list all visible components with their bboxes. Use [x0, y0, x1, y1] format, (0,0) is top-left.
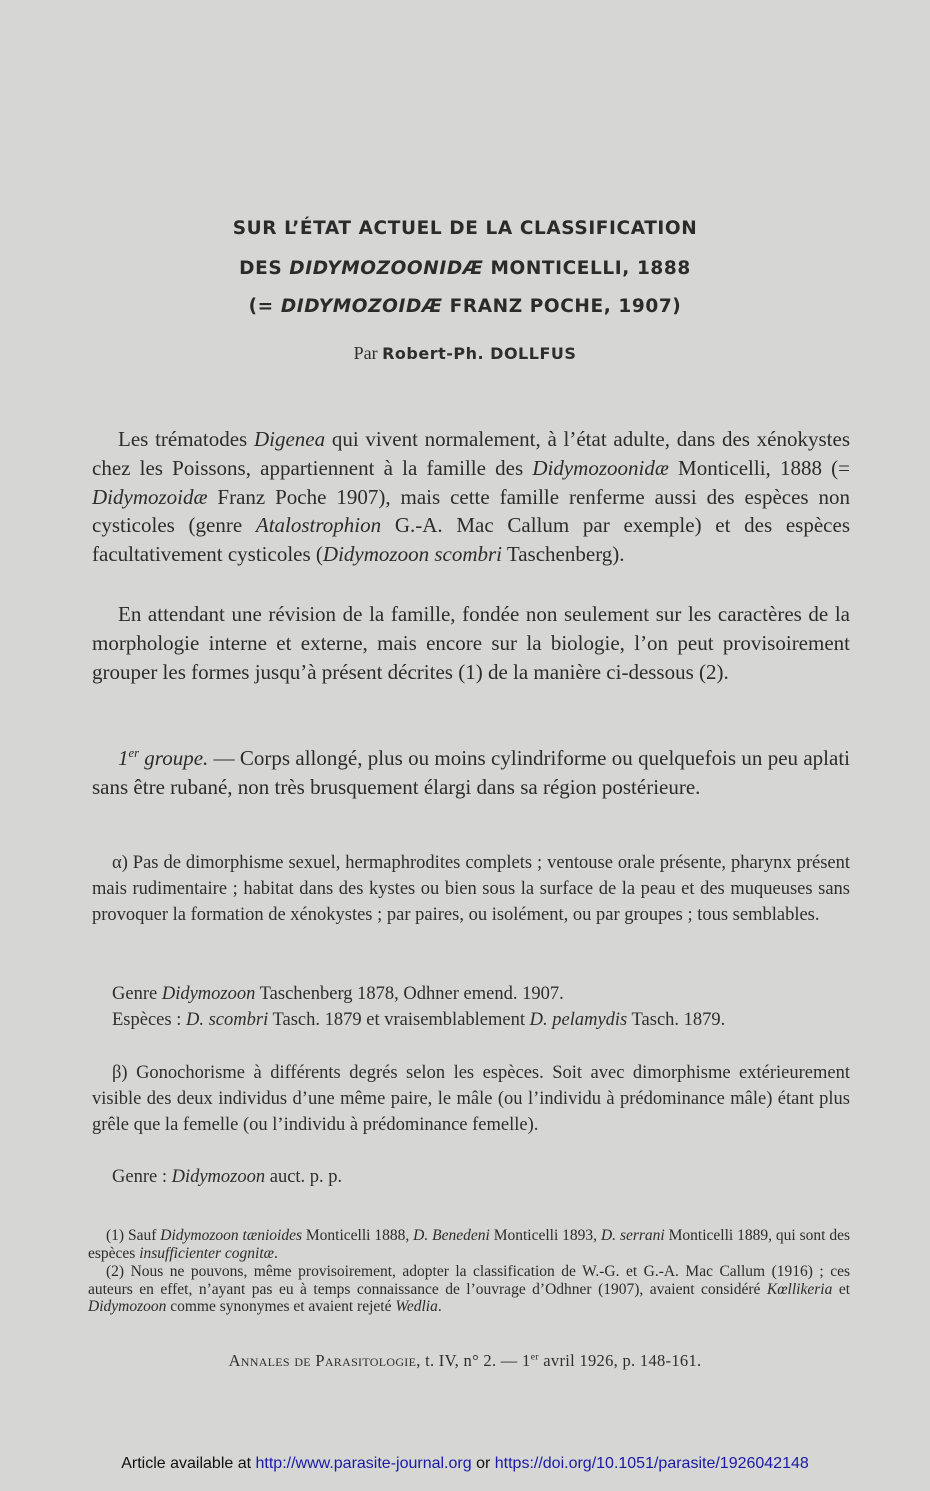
text-run: Tasch. 1879. [627, 1010, 726, 1030]
taxon-name: Didymozoonidæ [532, 455, 669, 480]
text-run: et [832, 1280, 851, 1298]
genre-auct-line [92, 1165, 850, 1191]
taxon-name: D. scombri [185, 1010, 269, 1030]
taxon-name: Didymozoidæ [92, 484, 208, 509]
taxon-name: D. Benedeni [413, 1227, 490, 1244]
author-name: Robert-Ph. DOLLFUS [382, 344, 577, 363]
intro-paragraph [92, 425, 850, 569]
title-text: (= [248, 296, 281, 317]
text-run: En attendant une révision de la famille, fondée non seulement sur les caractères de la morphologie interne et externe, mais encore sur la biologie, l’on peut provisoirement grouper les formes jusqu’à présent décrites (1) de la manière ci-dessous (2). [92, 602, 850, 684]
journal-link[interactable]: http://www.parasite-journal.org [255, 1455, 472, 1472]
text-run: Genre [112, 984, 162, 1004]
author-line [0, 343, 930, 364]
title-text: MONTICELLI, 1888 [483, 258, 691, 279]
text-run: avril 1926, p. 148-161. [538, 1351, 702, 1370]
footnote-1 [88, 1227, 850, 1262]
genre-didymozoon-line [92, 982, 850, 1008]
author-prefix: Par [353, 343, 383, 363]
title-text: DES [239, 258, 290, 279]
text-run: Genre : [112, 1167, 172, 1187]
intro-paragraph-2 [92, 600, 850, 686]
footnote-2 [88, 1263, 850, 1316]
especes-paragraph [92, 1008, 850, 1034]
text-run: . [437, 1298, 442, 1316]
text-run: Monticelli 1889, qui sont des espèces [88, 1227, 851, 1262]
title-text: FRANZ POCHE, 1907) [442, 296, 682, 317]
beta-paragraph [92, 1061, 850, 1139]
text-run: Taschenberg). [502, 542, 625, 567]
group-number-sup: er [128, 746, 139, 760]
title-text: SUR L’ÉTAT ACTUEL DE LA CLASSIFICATION [232, 218, 698, 239]
text-run: , t. IV, n° 2. — 1 [416, 1351, 531, 1370]
journal-name: Annales de Parasitologie [228, 1351, 417, 1370]
journal-citation [0, 1351, 930, 1371]
text-run: (1) Sauf [106, 1227, 161, 1244]
taxon-name: Kœllikeria [766, 1280, 833, 1298]
text-run: Tasch. 1879 et vraisemblablement [268, 1010, 530, 1030]
article-title-line-3 [0, 296, 930, 317]
group-heading [118, 746, 208, 770]
latin-phrase: insufficienter cognitæ [139, 1244, 274, 1262]
taxon-name: Didymozoon tænioides [160, 1227, 302, 1244]
text-run: Monticelli 1888, [301, 1227, 414, 1244]
group-label: groupe. [139, 746, 209, 770]
group-number: 1 [118, 746, 129, 770]
text-run: Taschenberg 1878, Odhner emend. 1907. [255, 984, 564, 1004]
text-run: β) Gonochorisme à différents degrés selon les espèces. Soit avec dimorphisme extérieurement visible des deux individus d’une même paire, le mâle (ou l’individu à prédominance mâle) étant plus grêle que la femelle (ou l’individu à prédominance femelle). [92, 1063, 850, 1135]
text-run: qui vivent normalement, à l’état adulte, dans des xénokystes chez les Poissons, appartiennent à la famille des [92, 427, 851, 480]
taxon-name: Didymozoon [171, 1167, 266, 1187]
taxon-name: Didymozoon scombri [322, 542, 502, 567]
text-run: Monticelli, 1888 (= [668, 455, 850, 480]
article-title-line-1 [0, 218, 930, 239]
superscript: er [530, 1351, 539, 1363]
doi-link[interactable]: https://doi.org/10.1051/parasite/1926042148 [494, 1455, 809, 1472]
taxon-name: D. serrani [600, 1227, 665, 1244]
text-run: Les trématodes [118, 427, 254, 451]
text-run: Monticelli 1893, [489, 1227, 601, 1244]
footer-text: or [471, 1455, 495, 1472]
text-run: G.-A. Mac Callum par exemple) et des espèces facultativement cysticoles ( [92, 513, 850, 567]
taxon-name: D. pelamydis [529, 1010, 628, 1030]
group1-paragraph [92, 739, 850, 802]
article-title-line-2 [0, 258, 930, 279]
text-run: α) Pas de dimorphisme sexuel, hermaphrodites complets ; ventouse orale présente, pharynx présent mais rudimentaire ; habitat dans des kystes ou bien sous la surface de la peau et des muqueuses sans provoquer la formation de xénokystes ; par paires, ou isolément, ou par groupes ; tous semblables. [92, 853, 850, 925]
text-run: Franz Poche 1907), mais cette famille renferme aussi des espèces non cysticoles (genre [92, 484, 850, 538]
text-run: Espèces : [112, 1010, 186, 1030]
text-run: auct. p. p. [265, 1167, 343, 1187]
text-run: . [273, 1244, 278, 1262]
footer-text: Article available at [121, 1455, 256, 1472]
taxon-name: Didymozoon [161, 984, 256, 1004]
taxon-name: Didymozoon [88, 1298, 167, 1316]
taxon-name: Atalostrophion [255, 513, 382, 538]
alpha-paragraph [92, 851, 850, 929]
taxon-name: Digenea [253, 427, 326, 451]
text-run: (2) Nous ne pouvons, même provisoirement, adopter la classification de W.-G. et G.-A. Mac Callum (1916) ; ces auteurs en effet, n’ayant pas eu à temps connaissance de l’ouvrage d’Odhner (1907), avaient considéré [88, 1263, 850, 1298]
title-taxon: DIDYMOZOONIDÆ [289, 258, 484, 279]
taxon-name: Wedlia [395, 1298, 438, 1316]
text-run: comme synonymes et avaient rejeté [166, 1298, 396, 1316]
title-taxon: DIDYMOZOIDÆ [280, 296, 443, 317]
availability-footer [0, 1455, 930, 1473]
text-run: — Corps allongé, plus ou moins cylindriforme ou quelquefois un peu aplati sans être rubané, non très brusquement élargi dans sa région postérieure. [92, 746, 850, 799]
